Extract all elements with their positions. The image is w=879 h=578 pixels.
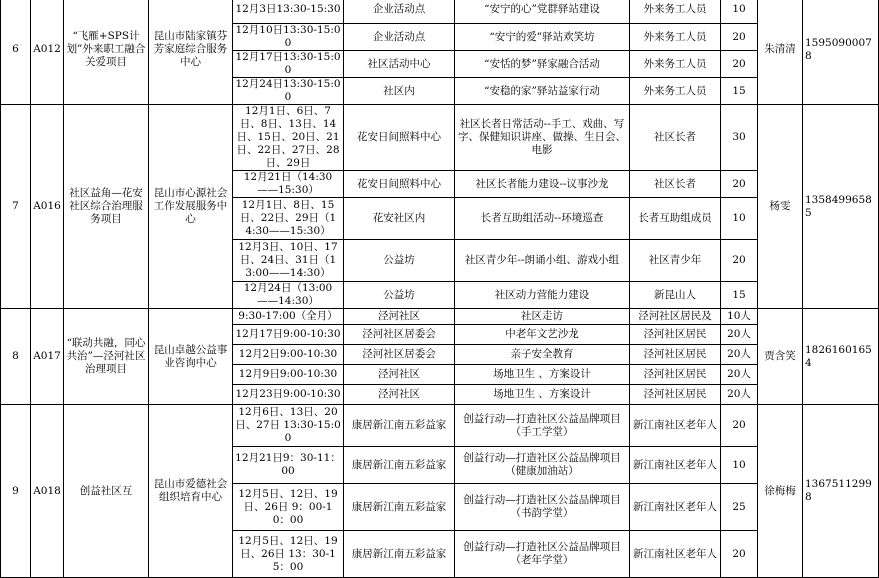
- cell-serial-no: 8: [1, 309, 31, 405]
- cell-content: 中老年文艺沙龙: [455, 325, 630, 345]
- cell-contact: 杨雯: [758, 105, 803, 309]
- cell-content: 社区走访: [455, 309, 630, 325]
- cell-content: 创益行动—打造社区公益品牌项目（健康加油站）: [455, 447, 630, 484]
- cell-time: 12月1日、6日、7日、8日、13日、14日、15日、20日、21日、22日、27日、28日、29日: [233, 105, 344, 171]
- cell-count: 25: [721, 484, 758, 531]
- cell-serial-no: 6: [1, 0, 31, 105]
- cell-count: 20人: [721, 385, 758, 405]
- cell-place: 泾河社区: [344, 365, 455, 385]
- cell-serial-no: 9: [1, 405, 31, 578]
- cell-place: 花安日间照料中心: [344, 105, 455, 171]
- cell-time: 9:30-17:00（全月）: [233, 309, 344, 325]
- cell-target: 泾河社区居民: [630, 345, 721, 365]
- cell-target: 外来务工人员: [630, 51, 721, 78]
- cell-count: 10人: [721, 309, 758, 325]
- cell-time: 12月17日9:00-10:30: [233, 325, 344, 345]
- cell-place: 社区内: [344, 78, 455, 105]
- cell-target: 新江南社区老年人: [630, 405, 721, 447]
- cell-place: 社区活动中心: [344, 51, 455, 78]
- cell-count: 20: [721, 171, 758, 198]
- cell-content: 场地卫生 、方案设计: [455, 365, 630, 385]
- cell-content: “安宁的心”党群驿站建设: [455, 0, 630, 24]
- cell-phone: 15950900078: [803, 0, 879, 105]
- cell-count: 10: [721, 0, 758, 24]
- table-row: [1, 105, 879, 171]
- cell-target: 泾河社区居民及: [630, 309, 721, 325]
- cell-place: 花安社区内: [344, 198, 455, 240]
- cell-time: 12月9日9:00-10:30: [233, 365, 344, 385]
- cell-project-code: A017: [31, 309, 64, 405]
- cell-count: 15: [721, 282, 758, 309]
- cell-count: 20: [721, 405, 758, 447]
- cell-place: 企业活动点: [344, 0, 455, 24]
- cell-target: 外来务工人员: [630, 0, 721, 24]
- cell-target: 新江南社区老年人: [630, 531, 721, 578]
- cell-count: 20人: [721, 325, 758, 345]
- cell-content: 创益行动—打造社区公益品牌项目（手工学堂）: [455, 405, 630, 447]
- cell-time: 12月6日、13日、20日、27日 13:30-15:00: [233, 405, 344, 447]
- cell-time: 12月21日（14:30——15:30）: [233, 171, 344, 198]
- cell-serial-no: 7: [1, 105, 31, 309]
- cell-place: 泾河社区居委会: [344, 345, 455, 365]
- cell-target: 社区青少年: [630, 240, 721, 282]
- cell-target: 泾河社区居民: [630, 325, 721, 345]
- cell-content: “安稳的家”驿站益家行动: [455, 78, 630, 105]
- cell-content: 长者互助组活动--环境巡查: [455, 198, 630, 240]
- cell-place: 康居新江南五彩益家: [344, 531, 455, 578]
- cell-target: 新昆山人: [630, 282, 721, 309]
- cell-count: 20: [721, 51, 758, 78]
- cell-place: 企业活动点: [344, 24, 455, 51]
- table-row: [1, 405, 879, 447]
- cell-content: 亲子安全教育: [455, 345, 630, 365]
- cell-content: 社区长者能力建设--议事沙龙: [455, 171, 630, 198]
- cell-project-name: 社区益角—花安社区综合治理服务项目: [64, 105, 149, 309]
- cell-project-code: A012: [31, 0, 64, 105]
- cell-time: 12月24日（13:00——14:30）: [233, 282, 344, 309]
- cell-content: 场地卫生 、方案设计: [455, 385, 630, 405]
- cell-organization: 昆山卓越公益事业咨询中心: [149, 309, 233, 405]
- cell-count: 10: [721, 198, 758, 240]
- cell-time: 12月23日9:00-10:30: [233, 385, 344, 405]
- cell-count: 20: [721, 240, 758, 282]
- cell-time: 12月17日13:30-15:00: [233, 51, 344, 78]
- cell-organization: 昆山市陆家镇芬芳家庭综合服务中心: [149, 0, 233, 105]
- cell-content: 社区动力营能力建设: [455, 282, 630, 309]
- cell-place: 康居新江南五彩益家: [344, 405, 455, 447]
- table-row: [1, 0, 879, 24]
- cell-time: 12月2日9:00-10:30: [233, 345, 344, 365]
- cell-content: 创益行动—打造社区公益品牌项目（老年学堂）: [455, 531, 630, 578]
- cell-place: 泾河社区居委会: [344, 325, 455, 345]
- cell-phone: 13675112998: [803, 405, 879, 578]
- cell-count: 20人: [721, 345, 758, 365]
- cell-project-name: “联动共融，同心共治”—泾河社区治理项目: [64, 309, 149, 405]
- cell-count: 30: [721, 105, 758, 171]
- cell-place: 花安日间照料中心: [344, 171, 455, 198]
- cell-target: 泾河社区居民: [630, 385, 721, 405]
- cell-time: 12月1日、8日、15日、22日、29日（14:30——15:30）: [233, 198, 344, 240]
- cell-count: 15: [721, 78, 758, 105]
- cell-contact: 朱清清: [758, 0, 803, 105]
- cell-content: 创益行动—打造社区公益品牌项目（书韵学堂）: [455, 484, 630, 531]
- cell-project-name: “飞雁+SPS计划”外来职工融合关爱项目: [64, 0, 149, 105]
- cell-place: 泾河社区: [344, 309, 455, 325]
- cell-project-code: A018: [31, 405, 64, 578]
- cell-phone: 18261601654: [803, 309, 879, 405]
- cell-place: 泾河社区: [344, 385, 455, 405]
- cell-target: 泾河社区居民: [630, 365, 721, 385]
- cell-place: 公益坊: [344, 240, 455, 282]
- cell-contact: 徐梅梅: [758, 405, 803, 578]
- cell-project-name: 创益社区互: [64, 405, 149, 578]
- cell-content: 社区青少年--朗诵小组、游戏小组: [455, 240, 630, 282]
- cell-count: 20: [721, 531, 758, 578]
- cell-count: 10: [721, 447, 758, 484]
- cell-organization: 昆山市心源社会工作发展服务中心: [149, 105, 233, 309]
- cell-time: 12月3日13:30-15:30: [233, 0, 344, 24]
- cell-phone: 13584996585: [803, 105, 879, 309]
- cell-target: 新江南社区老年人: [630, 484, 721, 531]
- cell-content: “安宁的爱”驿站欢笑坊: [455, 24, 630, 51]
- table-body: [1, 0, 879, 578]
- cell-content: 社区长者日常活动--手工、戏曲、写字、保健知识讲座、做操、生日会、电影: [455, 105, 630, 171]
- cell-target: 外来务工人员: [630, 78, 721, 105]
- cell-project-code: A016: [31, 105, 64, 309]
- cell-target: 社区长者: [630, 105, 721, 171]
- cell-target: 新江南社区老年人: [630, 447, 721, 484]
- cell-count: 20: [721, 24, 758, 51]
- cell-contact: 贾含笑: [758, 309, 803, 405]
- cell-content: “安恬的梦”驿家融合活动: [455, 51, 630, 78]
- cell-target: 社区长者: [630, 171, 721, 198]
- table-row: [1, 309, 879, 325]
- cell-time: 12月21日9：30-11：00: [233, 447, 344, 484]
- cell-time: 12月5日、12日、19日、26日 13：30-15：00: [233, 531, 344, 578]
- cell-count: 20人: [721, 365, 758, 385]
- cell-time: 12月24日13:30-15:00: [233, 78, 344, 105]
- cell-target: 外来务工人员: [630, 24, 721, 51]
- cell-time: 12月5日、12日、19日、26日 9：00-10：00: [233, 484, 344, 531]
- cell-place: 康居新江南五彩益家: [344, 447, 455, 484]
- cell-time: 12月3日、10日、17日、24日、31日（13:00——14:30）: [233, 240, 344, 282]
- cell-target: 长者互助组成员: [630, 198, 721, 240]
- cell-time: 12月10日13:30-15:00: [233, 24, 344, 51]
- cell-place: 公益坊: [344, 282, 455, 309]
- cell-place: 康居新江南五彩益家: [344, 484, 455, 531]
- cell-organization: 昆山市爱德社会组织培育中心: [149, 405, 233, 578]
